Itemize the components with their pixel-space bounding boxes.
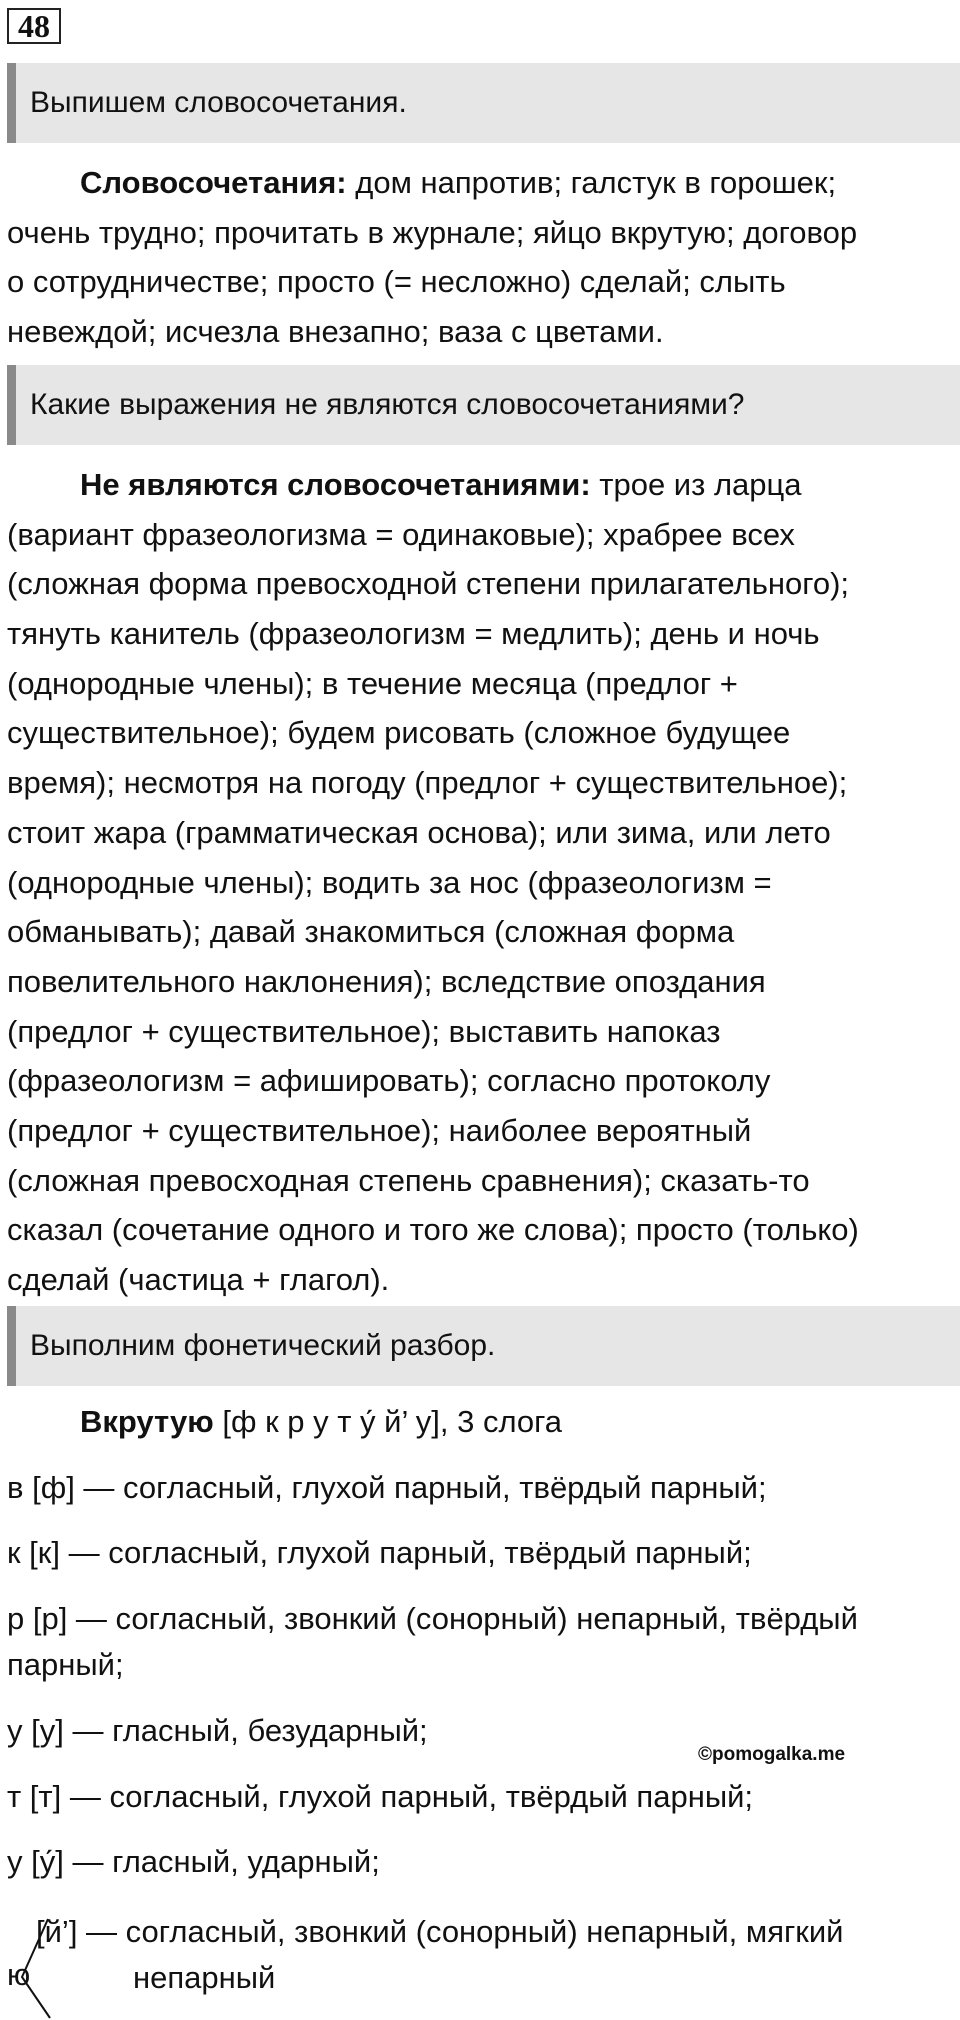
phonetic-header xyxy=(80,1402,562,1442)
answer-line: сказал (сочетание одного и того же слова); просто (только) xyxy=(7,1212,859,1248)
phonetic-line: т [т] — согласный, глухой парный, твёрдый парный; xyxy=(7,1779,754,1814)
answer-line: очень трудно; прочитать в журнале; яйцо вкрутую; договор xyxy=(7,214,858,250)
answer-line: сделай (частица + глагол). xyxy=(7,1262,390,1297)
answer-line: о сотрудничестве; просто (= несложно) сделай; слыть xyxy=(7,264,786,300)
answer-line: (вариант фразеологизма = одинаковые); храбрее всех xyxy=(7,516,795,552)
phonetic-line: парный; xyxy=(7,1647,124,1682)
phonetic-line: в [ф] — согласный, глухой парный, твёрдый парный; xyxy=(7,1470,767,1505)
answer-line: стоит жара (грамматическая основа); или зима, или лето xyxy=(7,814,831,850)
answer-line: (сложная форма превосходной степени прилагательного); xyxy=(7,566,850,602)
answer-line: повелительного наклонения); вследствие опоздания xyxy=(7,963,766,999)
phonetic-line: у [у] — гласный, безударный; xyxy=(7,1713,428,1748)
section-heading-3: Выполним фонетический разбор. xyxy=(7,1306,960,1386)
answer-paragraph-2 xyxy=(7,460,957,1305)
answer-line: (фразеологизм = афишировать); согласно протоколу xyxy=(7,1063,771,1099)
answer-line: существительное); будем рисовать (сложное будущее xyxy=(7,715,791,751)
section-heading-1: Выпишем словосочетания. xyxy=(7,63,960,143)
answer-line: (предлог + существительное); наиболее вероятный xyxy=(7,1112,752,1148)
answer-line: тянуть канитель (фразеологизм = медлить); день и ночь xyxy=(7,616,820,652)
phonetic-line: [й’] — согласный, звонкий (сонорный) непарный, мягкий xyxy=(36,1914,844,1949)
answer-lead: Словосочетания: xyxy=(80,165,347,200)
answer-lead: Не являются словосочетаниями: xyxy=(80,467,591,502)
phonetic-line: к [к] — согласный, глухой парный, твёрдый парный; xyxy=(7,1535,752,1570)
phonetic-line: непарный xyxy=(133,1960,276,1995)
answer-paragraph-1 xyxy=(7,158,957,357)
answer-line: (предлог + существительное); выставить напоказ xyxy=(7,1013,721,1049)
watermark: ©pomogalka.me xyxy=(698,1744,846,1765)
answer-line: время); несмотря на погоду (предлог + существительное); xyxy=(7,765,848,801)
phonetic-line: у [у́] — гласный, ударный; xyxy=(7,1844,380,1879)
answer-line: (сложная превосходная степень сравнения); сказать-то xyxy=(7,1162,810,1198)
section-heading-2: Какие выражения не являются словосочетаниями? xyxy=(7,365,960,445)
task-number: 48 xyxy=(7,8,61,44)
phonetic-transcription: [ф к р у т у́ й’ у], 3 слога xyxy=(213,1404,563,1439)
answer-line: Не являются словосочетаниями: трое из ларца xyxy=(80,467,802,502)
letter-ju: ю xyxy=(7,1957,31,1992)
answer-line: (однородные члены); в течение месяца (предлог + xyxy=(7,665,738,701)
answer-line: Словосочетания: дом напротив; галстук в горошек; xyxy=(80,165,837,200)
answer-line: (однородные члены); водить за нос (фразеологизм = xyxy=(7,864,772,900)
answer-line: невеждой; исчезла внезапно; ваза с цветами. xyxy=(7,314,664,350)
answer-line: обманывать); давай знакомиться (сложная форма xyxy=(7,914,735,950)
phonetic-word: Вкрутую xyxy=(80,1404,214,1439)
phonetic-line: р [р] — согласный, звонкий (сонорный) непарный, твёрдый xyxy=(7,1601,858,1636)
